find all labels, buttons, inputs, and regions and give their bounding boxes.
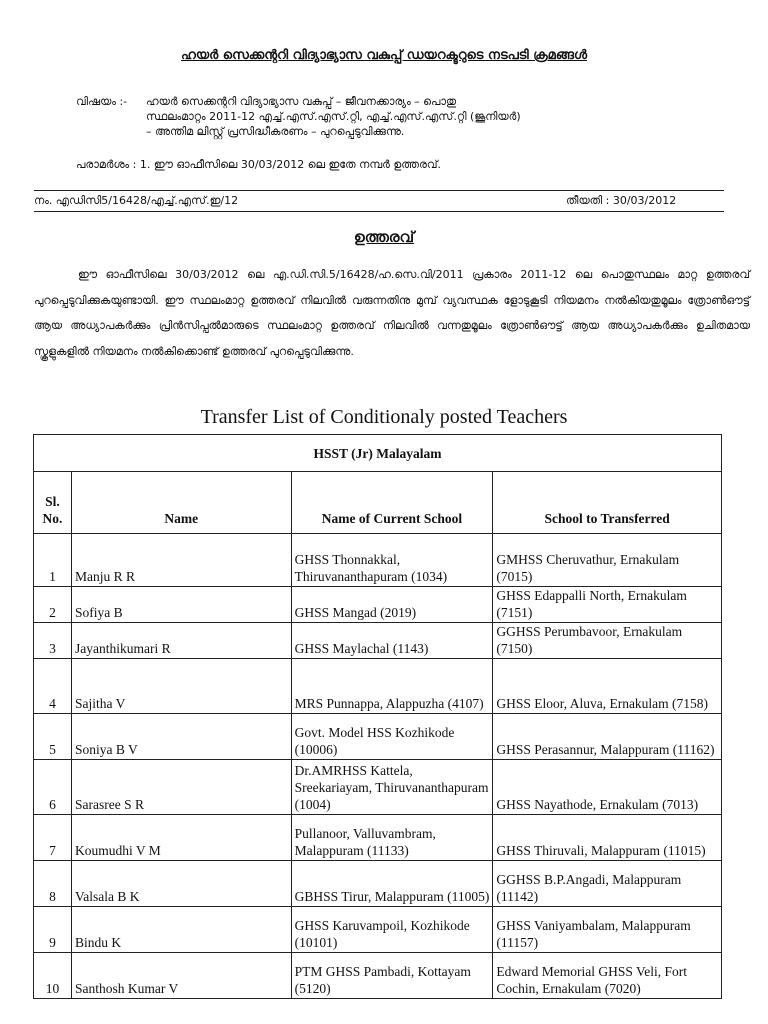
order-title: ഉത്തരവ് bbox=[353, 228, 415, 246]
subject-block bbox=[76, 94, 521, 139]
table-row bbox=[34, 907, 722, 953]
cell-school-to: GHSS Perasannur, Malappuram (11162) bbox=[493, 714, 722, 760]
subject-label: വിഷയം :- bbox=[76, 95, 128, 108]
cell-current-school: GHSS Mangad (2019) bbox=[291, 587, 493, 623]
cell-school-to: GHSS Thiruvali, Malappuram (11015) bbox=[493, 815, 722, 861]
cell-name: Sarasree S R bbox=[71, 760, 291, 815]
table-row bbox=[34, 587, 722, 623]
table-row bbox=[34, 861, 722, 907]
document-heading: ഹയർ സെക്കന്ററി വിദ്യാഭ്യാസ വകുപ്പ് ഡയറക്ടറുടെ നടപടി ക്രമങ്ങൾ bbox=[180, 48, 588, 63]
column-header-current-school: Name of Current School bbox=[291, 472, 493, 534]
cell-school-to: GHSS Vaniyambalam, Malappuram (11157) bbox=[493, 907, 722, 953]
cell-current-school: GHSS Thonnakkal, Thiruvananthapuram (1034) bbox=[291, 534, 493, 587]
table-row bbox=[34, 760, 722, 815]
subject-line: – അന്തിമ ലിസ്റ്റ് പ്രസിദ്ധീകരണം – പുറപ്പെടുവിക്കുന്നു. bbox=[146, 125, 405, 138]
cell-name: Jayanthikumari R bbox=[71, 623, 291, 659]
cell-name: Manju R R bbox=[71, 534, 291, 587]
cell-name: Sofiya B bbox=[71, 587, 291, 623]
transfer-table bbox=[33, 434, 722, 999]
cell-school-to: GHSS Edappalli North, Ernakulam (7151) bbox=[493, 587, 722, 623]
reference-number-bar bbox=[34, 190, 724, 212]
order-body: ഈ ഓഫീസിലെ 30/03/2012 ലെ എ.ഡി.സി.5/16428/ഹ.സെ.വി/2011 പ്രകാരം 2011-12 ലെ പൊതുസ്ഥലം മാറ്റ ഉത്തരവ് പുറപ്പെടുവിക്കുകയുണ്ടായി. ഈ സ്ഥലംമാറ്റ ഉത്തരവ് നിലവിൽ വരുന്നതിനു മുമ്പ് വ്യവസ്ഥക ളോടുകൂടി നിയമനം നൽകിയതുമൂലം ത്രോൺഔട്ട് ആയ അധ്യാപകർക്കും പ്രിൻസിപ്പൽമാരുടെ സ്ഥലംമാറ്റ ഉത്തരവ് നിലവിൽ വന്നതുമൂലം ത്രോൺഔട്ട് ആയ അധ്യാപകർക്കും ഉചിതമായ സ്കൂളുകളിൽ നിയമനം നൽകിക്കൊണ്ട് ഉത്തരവ് പുറപ്പെടുവിക്കുന്നു. bbox=[34, 268, 750, 358]
cell-school-to: Edward Memorial GHSS Veli, Fort Cochin, Ernakulam (7020) bbox=[493, 953, 722, 999]
cell-current-school: Pullanoor, Valluvambram, Malappuram (11133) bbox=[291, 815, 493, 861]
cell-sl: 9 bbox=[34, 907, 72, 953]
subject-line: ഹയർ സെക്കന്ററി വിദ്യാഭ്യാസ വകുപ്പ് – ജീവനക്കാര്യം – പൊതു bbox=[146, 95, 457, 108]
table-body bbox=[34, 534, 722, 999]
cell-current-school: GHSS Maylachal (1143) bbox=[291, 623, 493, 659]
cell-school-to: GMHSS Cheruvathur, Ernakulam (7015) bbox=[493, 534, 722, 587]
cell-sl: 5 bbox=[34, 714, 72, 760]
column-header-name: Name bbox=[71, 472, 291, 534]
cell-sl: 3 bbox=[34, 623, 72, 659]
table-row bbox=[34, 659, 722, 714]
cell-name: Koumudhi V M bbox=[71, 815, 291, 861]
table-row bbox=[34, 623, 722, 659]
cell-sl: 4 bbox=[34, 659, 72, 714]
table-row bbox=[34, 815, 722, 861]
cell-sl: 8 bbox=[34, 861, 72, 907]
cell-school-to: GHSS Eloor, Aluva, Ernakulam (7158) bbox=[493, 659, 722, 714]
table-row bbox=[34, 534, 722, 587]
reference-number: നം. എഡിസി5/16428/എച്ച്.എസ്.ഇ/12 bbox=[34, 194, 239, 207]
cell-sl: 2 bbox=[34, 587, 72, 623]
cell-sl: 6 bbox=[34, 760, 72, 815]
order-date: തീയതി : 30/03/2012 bbox=[566, 194, 677, 207]
cell-current-school: PTM GHSS Pambadi, Kottayam (5120) bbox=[291, 953, 493, 999]
column-header-school-to: School to Transferred bbox=[493, 472, 722, 534]
cell-name: Bindu K bbox=[71, 907, 291, 953]
table-title: Transfer List of Conditionaly posted Teachers bbox=[200, 406, 568, 428]
table-row bbox=[34, 953, 722, 999]
cell-current-school: Govt. Model HSS Kozhikode (10006) bbox=[291, 714, 493, 760]
cell-sl: 1 bbox=[34, 534, 72, 587]
cell-current-school: GHSS Karuvampoil, Kozhikode (10101) bbox=[291, 907, 493, 953]
cell-school-to: GGHSS Perumbavoor, Ernakulam (7150) bbox=[493, 623, 722, 659]
cell-sl: 7 bbox=[34, 815, 72, 861]
cell-name: Valsala B K bbox=[71, 861, 291, 907]
subject-line: സ്ഥലംമാറ്റം 2011-12 എച്ച്.എസ്.എസ്.റ്റി, എച്ച്.എസ്.എസ്.റ്റി (ജൂനിയർ) bbox=[146, 110, 521, 123]
column-header-sl: Sl. No. bbox=[34, 472, 72, 534]
cell-name: Sajitha V bbox=[71, 659, 291, 714]
reference-line: പരാമർശം : 1. ഈ ഓഫീസിലെ 30/03/2012 ലെ ഇതേ നമ്പർ ഉത്തരവ്. bbox=[76, 158, 441, 171]
cell-current-school: GBHSS Tirur, Malappuram (11005) bbox=[291, 861, 493, 907]
table-subject-header: HSST (Jr) Malayalam bbox=[34, 435, 722, 472]
cell-name: Santhosh Kumar V bbox=[71, 953, 291, 999]
cell-current-school: Dr.AMRHSS Kattela, Sreekariayam, Thiruvananthapuram (1004) bbox=[291, 760, 493, 815]
cell-sl: 10 bbox=[34, 953, 72, 999]
table-row bbox=[34, 714, 722, 760]
cell-school-to: GGHSS B.P.Angadi, Malappuram (11142) bbox=[493, 861, 722, 907]
cell-school-to: GHSS Nayathode, Ernakulam (7013) bbox=[493, 760, 722, 815]
cell-name: Soniya B V bbox=[71, 714, 291, 760]
cell-current-school: MRS Punnappa, Alappuzha (4107) bbox=[291, 659, 493, 714]
